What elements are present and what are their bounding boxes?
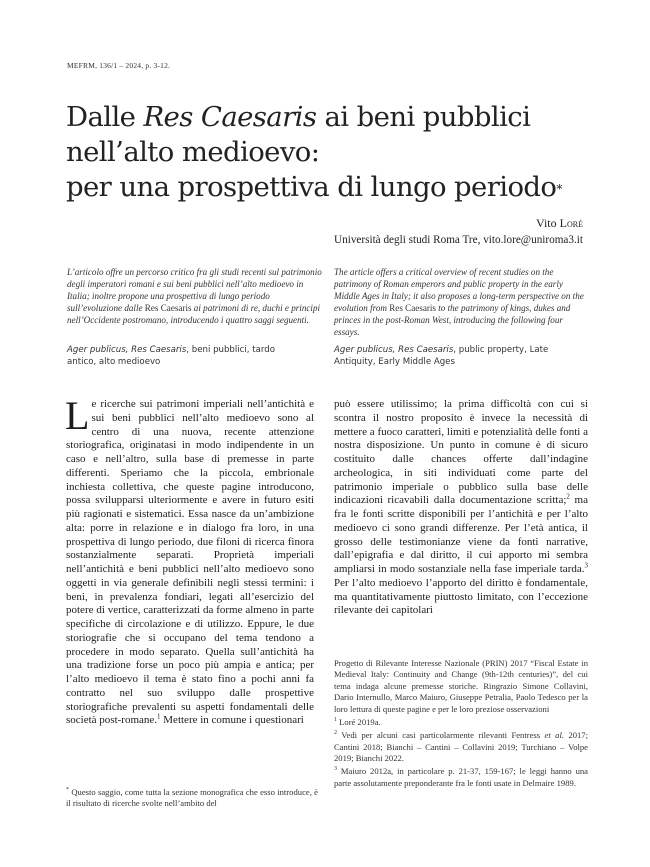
abstract-en-text1: The article offers a critical overview of recent studies on the patrimony of Roman emperors and public property in the early Middle Ages in Italy; it also proposes a long-term perspective on the evolution from [334,267,584,313]
footnote-continuation: Progetto di Rilevante Interesse Nazionale (PRIN) 2017 “Fiscal Estate in Medieval Italy: Continuity and Change (9th-12th centuries)”, del cui tema indaga alcune premesse storiche. Ringrazio Simone Collavini, Dario Internullo, Marco Maiuro, Giuseppe Petralia, Paolo Tedesco per la loro lettura di queste pagine e per le loro preziose osservazioni [334,658,588,714]
body-column-right [334,398,588,618]
title-part1: Dalle [66,101,144,133]
author-last-initial: L [559,216,567,230]
footnote-3-text: Maiuro 2012a, in particolare p. 21-37, 159-167; le leggi hanno una parte assolutamente preponderante fra le fonti usate in Delmaire 1989. [334,766,588,788]
abstract-it-text1: L’articolo offre un percorso critico fra gli studi recenti sul patrimonio degli imperatori romani e sui beni pubblici nell’alto medioevo in Italia; inoltre propone una prospettiva di lungo periodo sull’evoluzione dalle [67,267,322,313]
footnote-star-text: Questo saggio, come tutta la sezione monografica che esso introduce, è il risultato di ricerche svolte nell’ambito del [66,786,318,808]
body-right-text2: ma fra le fonti scritte disponibili per l’antichità e per l’alto medioevo ci sono grandi differenze. Per l’età antica, il grosso delle testimonianze viene da fonti narrative, dall’epigrafia e dal diritto, il cui apporto mi sembra ampliarsi in modo sostanziale nella fase imperiale tarda. [334,494,588,575]
keywords-italian [67,344,297,368]
abstract-english [334,266,584,338]
footnote-3-number: 3 [334,766,337,773]
abstract-it-upright: Res Caesaris [144,303,192,313]
footnote-1-text: Loré 2019a. [337,716,381,727]
keywords-it-italic: Ager publicus, Res Caesaris [67,345,187,355]
footnote-ref-1[interactable]: 1 [157,712,161,721]
drop-cap: L [65,393,90,438]
keywords-en-italic: Ager publicus, Res Caesaris [334,345,454,355]
abstract-it-text2: ai patrimoni di re, duchi e principi nell’Occidente postromano, introducendo i quattro saggi seguenti. [67,303,321,325]
footnote-2-italic: et al. [544,730,564,741]
keywords-en-rest: , public property, Late Antiquity, Early Middle Ages [334,345,549,367]
title-footnote-mark: * [556,182,562,196]
body-right-text3: Per l’alto medioevo l’apporto del diritto è fondamentale, ma quantitativamente piuttosto limitato, con l’eccezione rilevante dei capitolari [334,576,588,617]
running-head: MEFRM, 136/1 – 2024, p. 3-12. [67,61,171,70]
title-line2: nell’alto medioevo: [66,136,320,168]
footnote-1 [334,715,588,728]
footnotes-right [334,658,588,789]
author-last-rest: oré [567,216,583,230]
footnote-1-number: 1 [334,717,337,724]
author-first: Vito [536,216,560,230]
footnote-3 [334,764,588,789]
footnote-2-text-b: 2017; Cantini 2018; Bianchi – Cantini – Collavini 2019; Turchiano – Volpe 2019; Bianchi 2022. [334,730,588,763]
title-line3: per una prospettiva di lungo periodo [66,171,557,203]
article-title [66,100,606,205]
title-italic: Res Caesaris [143,101,317,133]
body-left-text: e ricerche sui patrimoni imperiali nell’antichità e sui beni pubblici nell’alto medioevo sono al centro di una nuova, recente attenzione storiografica, originatasi in modo indipendente in un caso e nell’altro, sulla base di premesse in parte differenti. Speriamo che la piccola, embrionale inchiesta collettiva, che queste pagine introducono, possa svilupparsi ulteriormente e avere in futuro esiti più ragionati e sistematici. Essa nasce da un’ambizione alta: porre in relazione e in dialogo fra loro, in una prospettiva di lungo periodo, due filoni di ricerca finora sostanzialmente separati. Proprietà imperiali nell’antichità e beni pubblici nell’alto medioevo sono oggetti in via generale definibili negli stessi termini: i beni, in prevalenza fondiari, legati all’esercizio del potere di vertice, caratterizzati da forme almeno in parte specifiche di circolazione e di utilizzo. Eppure, le due storiografie che si occupano del tema tendono a procedere in modo separato. Quella sull’antichità ha una tradizione forse un poco più ampia e antica; per l’alto medioevo il tema è stato fino a pochi anni fa contratto nel suo sviluppo dalle prospettive storiografiche prevalenti su aspetti fondamentali delle società post-romane. [66,398,314,727]
footnote-ref-2[interactable]: 2 [566,492,570,501]
body-column-left [65,393,314,728]
abstract-en-upright: Res Caesaris [389,303,436,313]
author-affiliation: Università degli studi Roma Tre, vito.lore@uniroma3.it [334,234,583,246]
body-left-tail: Mettere in comune i questionari [160,714,304,727]
abstract-en-text2: to the patrimony of kings, dukes and princes in the post-Roman West, introducing the following four essays. [334,303,571,337]
footnote-star-mark: * [66,787,69,793]
title-part2: ai beni pubblici [316,101,531,133]
footnote-2 [334,728,588,764]
keywords-it-rest: , beni pubblici, tardo antico, alto medioevo [67,345,275,367]
keywords-english [334,344,584,368]
author-name [536,215,583,232]
footnote-ref-3[interactable]: 3 [584,561,588,570]
footnote-2-number: 2 [334,730,337,737]
abstract-italian [67,266,322,326]
footnote-2-text-a: Vedi per alcuni casi particolarmente rilevanti Fentress [337,730,545,741]
body-right-text1: può essere utilissimo; la prima difficoltà con cui si scontra il nostro proposito è invece la necessità di mettere a fuoco caratteri, limiti e potenzialità delle fonti a nostra disposizione. Un punto in comune è di sicuro costituito dalle chances offerte dall’indagine archeologica, in siti individuati come parte del patrimonio imperiale o pubblico sulla base delle indicazioni ricavabili dalla documentazione scritta; [334,398,588,507]
footnote-star [66,785,318,809]
